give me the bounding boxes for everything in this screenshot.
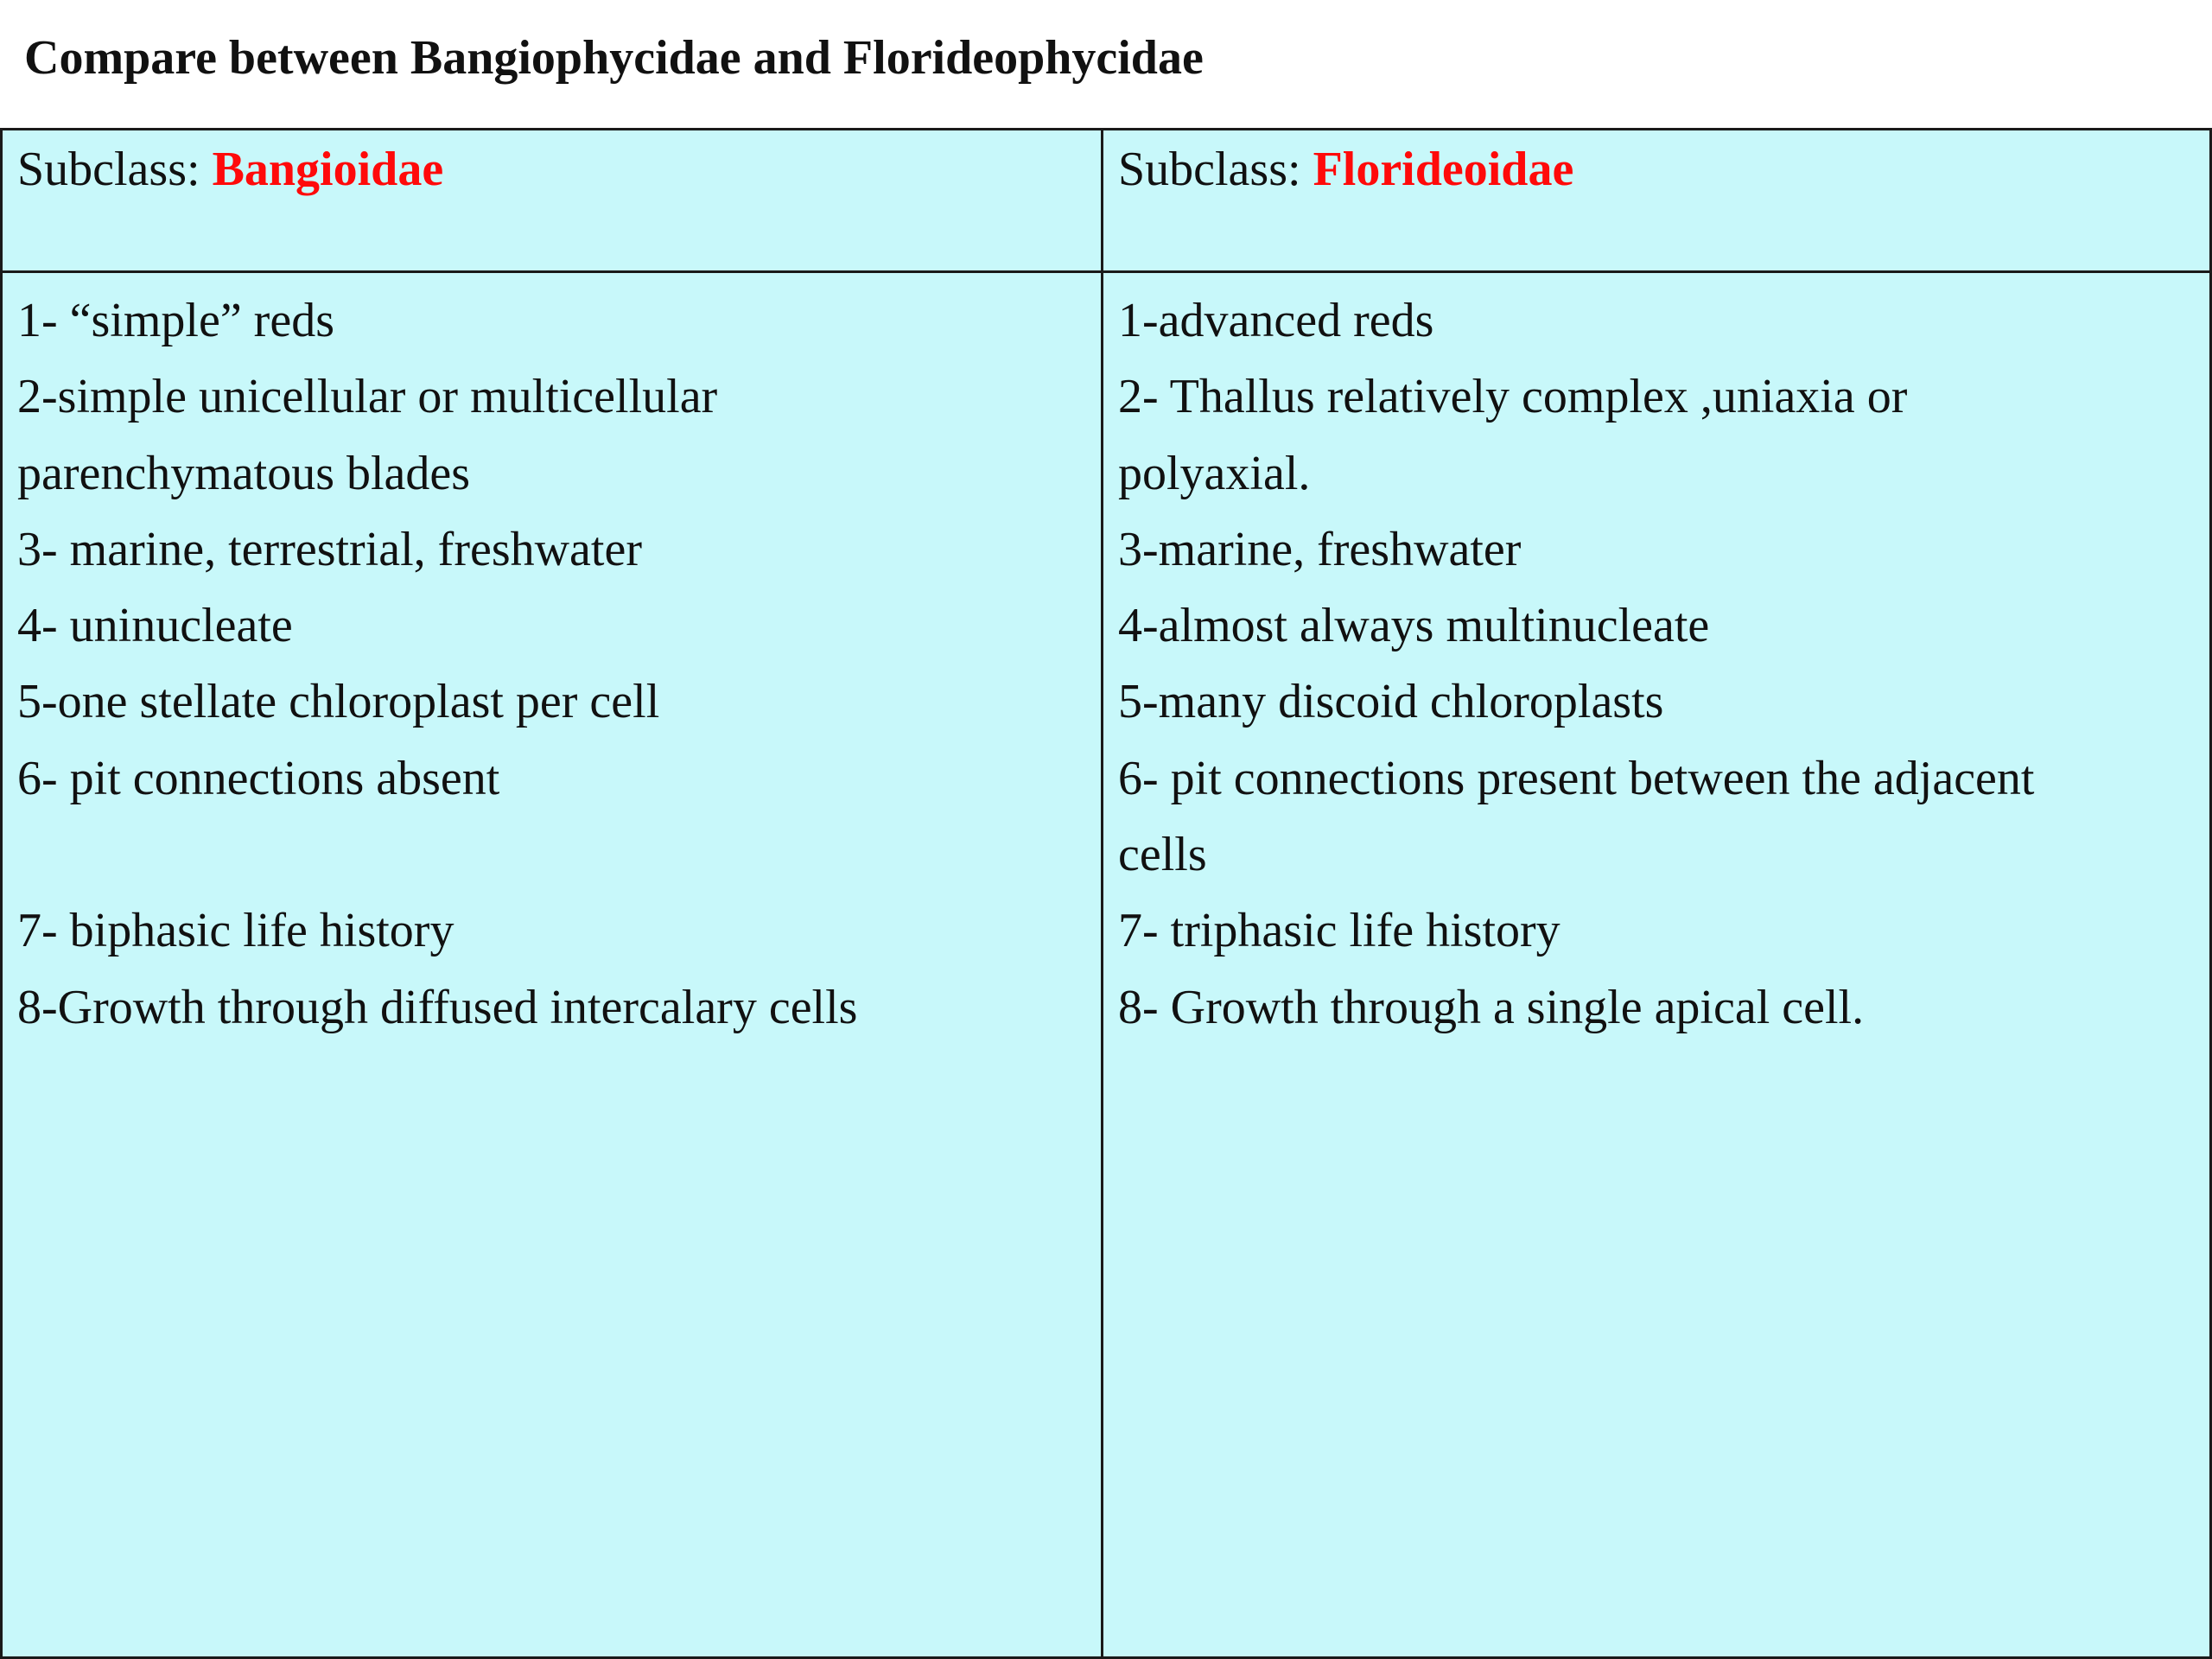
list-item: 6- pit connections present between the adjacent <box>1118 751 2035 805</box>
page-title: Compare between Bangiophycidae and Florideophycidae <box>24 31 1204 85</box>
list-item: 2-simple unicellular or multicellular <box>17 370 718 424</box>
header-cell-florideoidae <box>1118 141 1573 198</box>
list-item <box>17 817 1089 893</box>
list-item: 7- biphasic life history <box>17 904 454 958</box>
comparison-table <box>0 128 2212 1659</box>
list-item: cells <box>1118 828 1207 882</box>
header-divider <box>3 270 2209 273</box>
list-item: polyaxial. <box>1118 446 1311 500</box>
list-item: 1- “simple” reds <box>17 294 334 347</box>
header-cell-bangioidae <box>17 141 443 198</box>
list-item: 8- Growth through a single apical cell. <box>1118 980 1865 1034</box>
florideoidae-characteristics <box>1118 283 2198 1046</box>
list-item: 5-many discoid chloroplasts <box>1118 675 1664 729</box>
list-item: 5-one stellate chloroplast per cell <box>17 675 660 729</box>
list-item: parenchymatous blades <box>17 446 471 500</box>
header-prefix: Subclass: <box>17 143 213 196</box>
list-item: 3-marine, freshwater <box>1118 522 1522 576</box>
list-item: 2- Thallus relatively complex ,uniaxia or <box>1118 370 1908 424</box>
list-item: 7- triphasic life history <box>1118 904 1560 958</box>
header-prefix: Subclass: <box>1118 143 1313 196</box>
list-item: 4-almost always multinucleate <box>1118 599 1710 653</box>
list-item: 6- pit connections absent <box>17 751 500 805</box>
subclass-name-bangioidae: Bangioidae <box>212 143 444 196</box>
list-item: 4- uninucleate <box>17 599 293 653</box>
bangioidae-characteristics <box>17 283 1089 1046</box>
subclass-name-florideoidae: Florideoidae <box>1313 143 1574 196</box>
list-item: 8-Growth through diffused intercalary cells <box>17 980 858 1034</box>
column-divider <box>1101 130 1103 1656</box>
list-item: 1-advanced reds <box>1118 294 1434 347</box>
list-item: 3- marine, terrestrial, freshwater <box>17 522 642 576</box>
